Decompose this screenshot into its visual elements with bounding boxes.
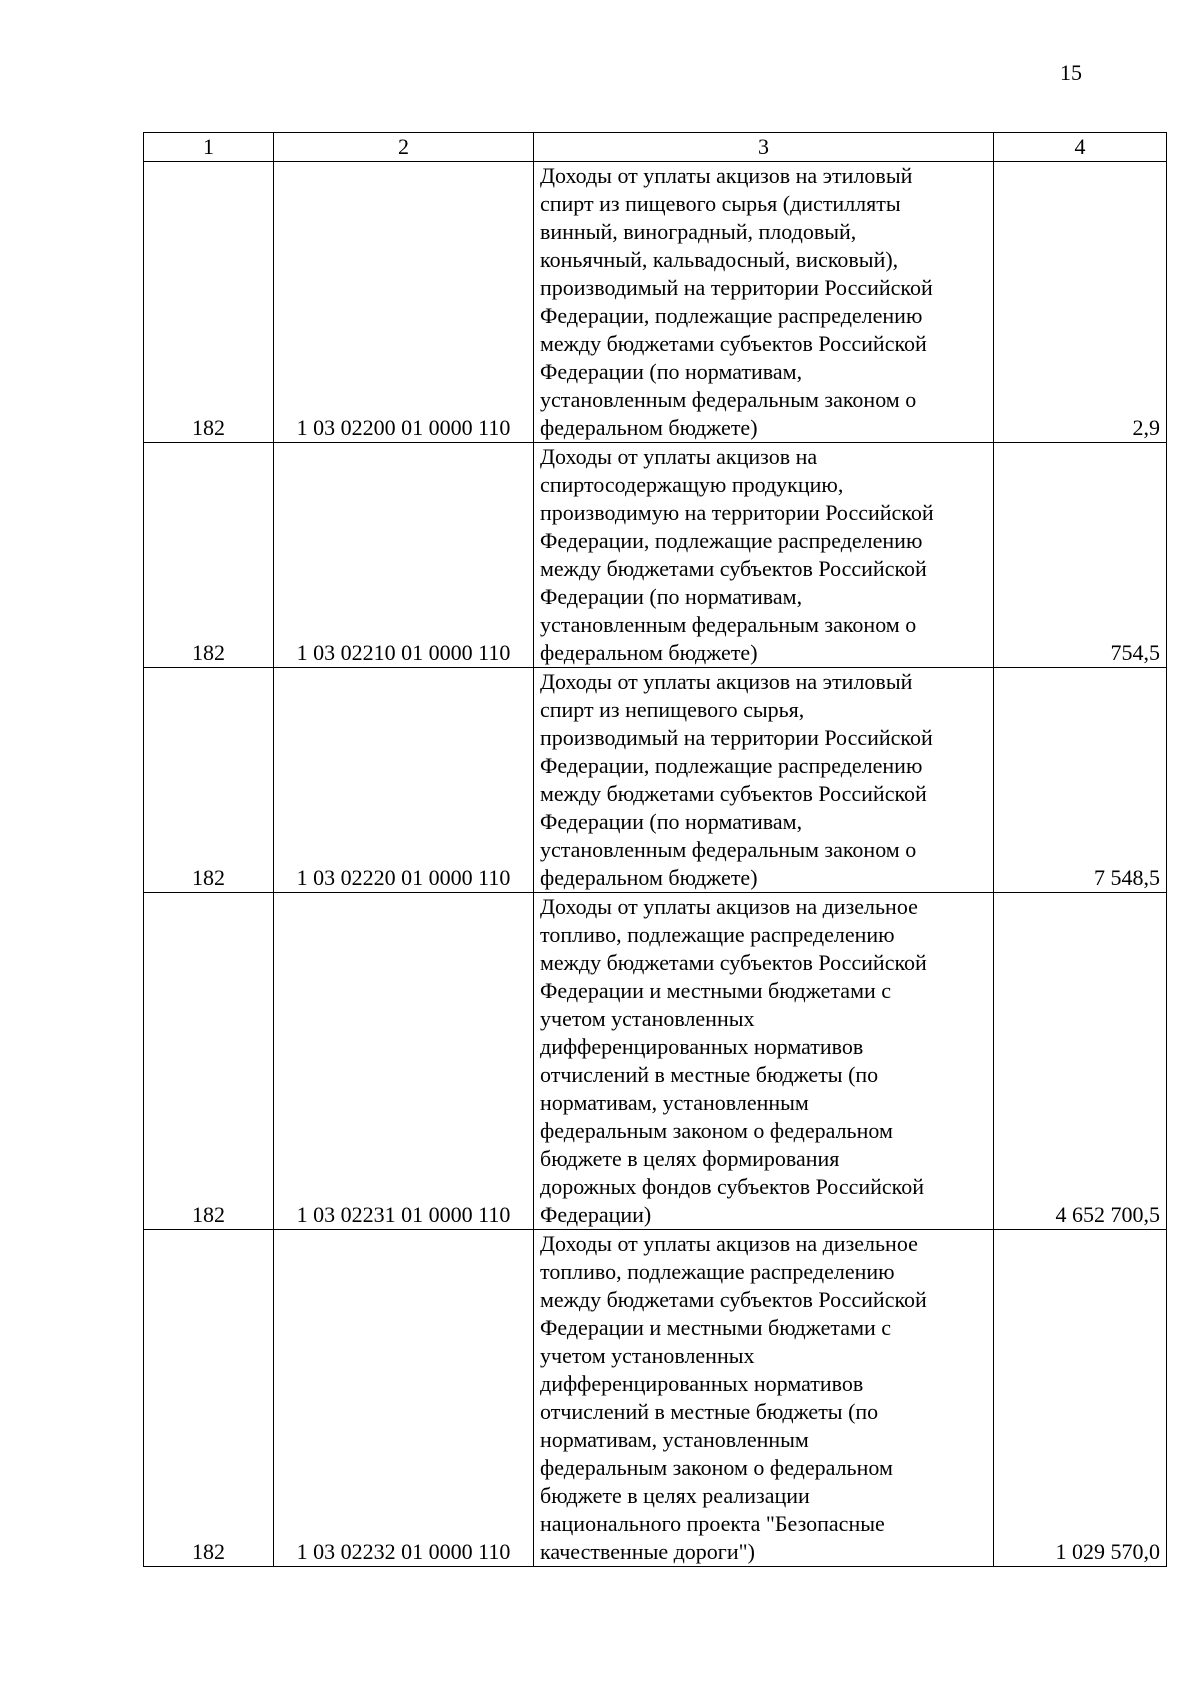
amount-cell: 7 548,5	[994, 668, 1167, 893]
description-line: отчислений в местные бюджеты (по	[540, 1062, 879, 1087]
description-line: федеральным законом о федеральном	[540, 1455, 893, 1480]
table-row	[144, 1230, 1167, 1567]
description-line: дифференцированных нормативов	[540, 1371, 864, 1396]
admin-code-cell: 182	[144, 162, 274, 443]
description-line: между бюджетами субъектов Российской	[540, 950, 927, 975]
budget-classification-code-cell: 1 03 02232 01 0000 110	[274, 1230, 534, 1567]
description-line: установленным федеральным законом о	[540, 387, 917, 412]
description-line: спирт из непищевого сырья,	[540, 697, 805, 722]
description-line: Федерации (по нормативам,	[540, 809, 803, 834]
description-line: установленным федеральным законом о	[540, 612, 917, 637]
description-line: между бюджетами субъектов Российской	[540, 1287, 927, 1312]
column-header-2: 2	[274, 133, 534, 162]
description-line: дифференцированных нормативов	[540, 1034, 864, 1059]
description-line: федеральном бюджете)	[540, 415, 758, 440]
revenue-table	[143, 132, 1167, 1567]
admin-code-cell: 182	[144, 443, 274, 668]
description-line: между бюджетами субъектов Российской	[540, 331, 927, 356]
description-line: производимый на территории Российской	[540, 725, 933, 750]
description-cell	[534, 668, 994, 893]
budget-classification-code-cell: 1 03 02220 01 0000 110	[274, 668, 534, 893]
budget-classification-code-cell: 1 03 02210 01 0000 110	[274, 443, 534, 668]
column-header-3: 3	[534, 133, 994, 162]
admin-code-cell: 182	[144, 1230, 274, 1567]
description-line: Федерации (по нормативам,	[540, 359, 803, 384]
table-row	[144, 162, 1167, 443]
budget-classification-code-cell: 1 03 02200 01 0000 110	[274, 162, 534, 443]
description-line: Доходы от уплаты акцизов на этиловый	[540, 669, 913, 694]
description-line: Федерации и местными бюджетами с	[540, 1315, 892, 1340]
amount-cell: 4 652 700,5	[994, 893, 1167, 1230]
description-line: Доходы от уплаты акцизов на дизельное	[540, 1231, 918, 1256]
description-line: Федерации (по нормативам,	[540, 584, 803, 609]
description-line: спиртосодержащую продукцию,	[540, 472, 844, 497]
description-line: бюджете в целях реализации	[540, 1483, 810, 1508]
description-line: федеральном бюджете)	[540, 640, 758, 665]
description-line: винный, виноградный, плодовый,	[540, 219, 857, 244]
description-line: федеральном бюджете)	[540, 865, 758, 890]
description-line: коньячный, кальвадосный, висковый),	[540, 247, 899, 272]
amount-cell: 2,9	[994, 162, 1167, 443]
description-line: Федерации и местными бюджетами с	[540, 978, 892, 1003]
description-line: Доходы от уплаты акцизов на этиловый	[540, 163, 913, 188]
description-line: топливо, подлежащие распределению	[540, 1259, 895, 1284]
description-line: Федерации, подлежащие распределению	[540, 753, 923, 778]
description-line: Федерации)	[540, 1202, 652, 1227]
description-line: Доходы от уплаты акцизов на	[540, 444, 818, 469]
description-cell	[534, 162, 994, 443]
description-line: Доходы от уплаты акцизов на дизельное	[540, 894, 918, 919]
description-line: спирт из пищевого сырья (дистилляты	[540, 191, 901, 216]
description-line: федеральным законом о федеральном	[540, 1118, 893, 1143]
table-body	[144, 162, 1167, 1567]
description-cell	[534, 893, 994, 1230]
table-row	[144, 443, 1167, 668]
budget-classification-code-cell: 1 03 02231 01 0000 110	[274, 893, 534, 1230]
description-line: качественные дороги")	[540, 1539, 755, 1564]
description-line: Федерации, подлежащие распределению	[540, 303, 923, 328]
column-header-4: 4	[994, 133, 1167, 162]
page-number: 15	[1060, 60, 1082, 85]
description-line: производимый на территории Российской	[540, 275, 933, 300]
amount-cell: 754,5	[994, 443, 1167, 668]
description-line: производимую на территории Российской	[540, 500, 934, 525]
description-line: учетом установленных	[540, 1006, 755, 1031]
description-line: бюджете в целях формирования	[540, 1146, 840, 1171]
description-line: отчислений в местные бюджеты (по	[540, 1399, 879, 1424]
description-line: дорожных фондов субъектов Российской	[540, 1174, 925, 1199]
amount-cell: 1 029 570,0	[994, 1230, 1167, 1567]
table-header-row	[144, 133, 1167, 162]
description-line: установленным федеральным законом о	[540, 837, 917, 862]
admin-code-cell: 182	[144, 893, 274, 1230]
description-line: между бюджетами субъектов Российской	[540, 781, 927, 806]
description-line: учетом установленных	[540, 1343, 755, 1368]
description-line: национального проекта "Безопасные	[540, 1511, 885, 1536]
column-header-1: 1	[144, 133, 274, 162]
table-row	[144, 668, 1167, 893]
description-line: топливо, подлежащие распределению	[540, 922, 895, 947]
admin-code-cell: 182	[144, 668, 274, 893]
description-line: между бюджетами субъектов Российской	[540, 556, 927, 581]
table-row	[144, 893, 1167, 1230]
description-line: нормативам, установленным	[540, 1090, 809, 1115]
description-cell	[534, 1230, 994, 1567]
description-line: нормативам, установленным	[540, 1427, 809, 1452]
description-line: Федерации, подлежащие распределению	[540, 528, 923, 553]
description-cell	[534, 443, 994, 668]
